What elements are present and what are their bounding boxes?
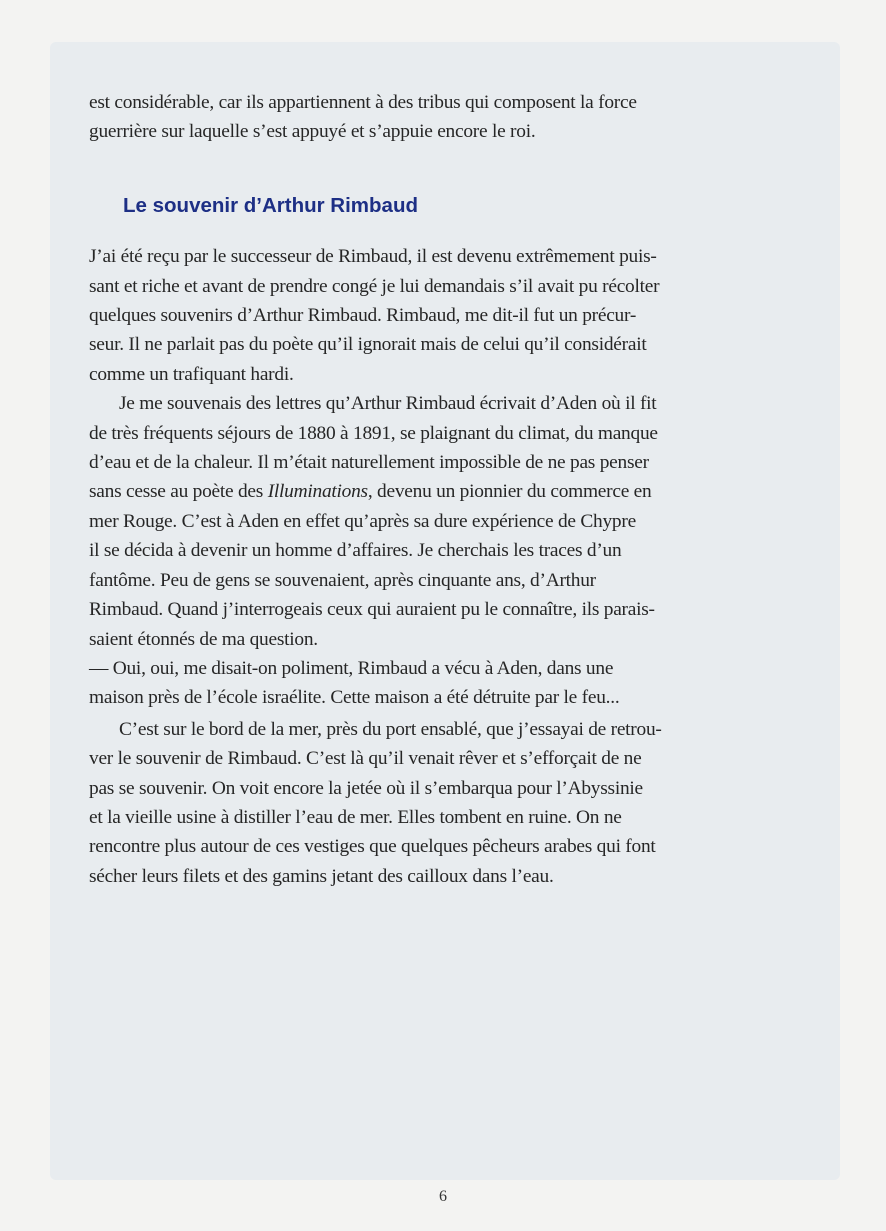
text-line: ver le souvenir de Rimbaud. C’est là qu’il venait rêver et s’efforçait de ne	[89, 748, 642, 770]
page-body	[89, 88, 801, 891]
text-segment: sans cesse au poète des	[89, 481, 268, 503]
text-line: est considérable, car ils appartiennent à des tribus qui composent la force	[89, 92, 637, 113]
text-line: Rimbaud. Quand j’interrogeais ceux qui auraient pu le connaître, ils parais-	[89, 599, 655, 621]
text-line: quelques souvenirs d’Arthur Rimbaud. Rimbaud, me dit-il fut un précur-	[89, 305, 637, 327]
paragraph-2	[89, 389, 801, 654]
text-line: comme un trafiquant hardi.	[89, 363, 294, 385]
text-line: — Oui, oui, me disait-on poliment, Rimbaud a vécu à Aden, dans une	[89, 657, 614, 679]
text-line: pas se souvenir. On voit encore la jetée où il s’embarqua pour l’Abyssinie	[89, 777, 643, 799]
section-heading: Le souvenir d’Arthur Rimbaud	[123, 193, 418, 217]
text-line: il se décida à devenir un homme d’affaires. Je cherchais les traces d’un	[89, 540, 622, 562]
dialogue-paragraph	[89, 654, 801, 713]
text-line: J’ai été reçu par le successeur de Rimbaud, il est devenu extrêmement puis-	[89, 246, 657, 268]
text-line	[89, 477, 801, 506]
text-line: saient étonnés de ma question.	[89, 628, 318, 650]
text-line: Je me souvenais des lettres qu’Arthur Rimbaud écrivait d’Aden où il fit	[119, 393, 657, 415]
text-line: guerrière sur laquelle s’est appuyé et s’appuie encore le roi.	[89, 121, 536, 143]
text-line: fantôme. Peu de gens se souvenaient, après cinquante ans, d’Arthur	[89, 569, 596, 591]
text-line: et la vieille usine à distiller l’eau de mer. Elles tombent en ruine. On ne	[89, 806, 622, 828]
text-line: de très fréquents séjours de 1880 à 1891, se plaignant du climat, du manque	[89, 422, 658, 444]
text-line: d’eau et de la chaleur. Il m’était naturellement impossible de ne pas penser	[89, 452, 649, 474]
paragraph-1	[89, 242, 801, 389]
text-line: sant et riche et avant de prendre congé je lui demandais s’il avait pu récolter	[89, 275, 660, 297]
text-line: rencontre plus autour de ces vestiges que quelques pêcheurs arabes qui font	[89, 836, 656, 858]
intro-paragraph	[89, 88, 801, 147]
text-line: seur. Il ne parlait pas du poète qu’il ignorait mais de celui qu’il considérait	[89, 334, 647, 356]
text-line: C’est sur le bord de la mer, près du port ensablé, que j’essayai de retrou-	[119, 718, 662, 740]
text-line: sécher leurs filets et des gamins jetant des cailloux dans l’eau.	[89, 865, 554, 887]
page-number: 6	[439, 1188, 447, 1205]
text-line: mer Rouge. C’est à Aden en effet qu’après sa dure expérience de Chypre	[89, 510, 636, 532]
text-line: maison près de l’école israélite. Cette maison a été détruite par le feu...	[89, 687, 620, 709]
text-segment: , devenu un pionnier du commerce en	[367, 481, 652, 503]
paragraph-3	[89, 715, 801, 891]
book-title: Illuminations	[267, 481, 368, 503]
